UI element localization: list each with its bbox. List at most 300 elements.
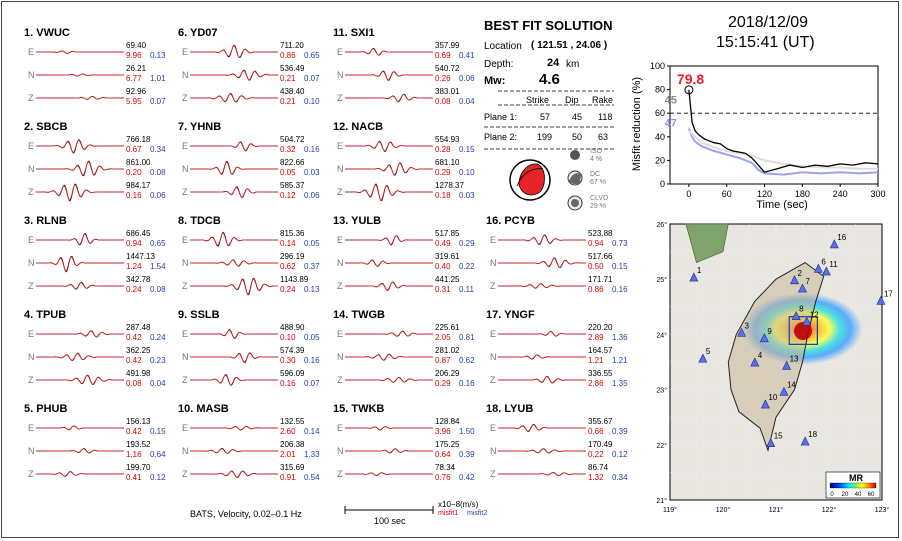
station-label: 11 [829, 260, 838, 270]
waveform-pair [190, 323, 278, 345]
peak-amplitude: 156.13 [126, 417, 151, 426]
misfit2-value: 0.34 [612, 473, 628, 482]
waveform-pair [190, 275, 278, 297]
observed-trace [190, 142, 278, 151]
station-panel [178, 27, 328, 122]
y-tick-label: 100 [649, 61, 665, 71]
peak-amplitude: 287.48 [126, 323, 151, 332]
component-label: Z [337, 281, 343, 291]
peak-amplitude: 281.02 [435, 346, 460, 355]
station-label: 2 [797, 268, 803, 278]
component-label: E [28, 235, 35, 245]
peak-amplitude: 585.37 [280, 181, 305, 190]
misfit1-value: 0.08 [126, 379, 142, 388]
misfit2-value: 0.03 [304, 168, 320, 177]
waveform-pair [190, 229, 278, 251]
misfit2-value: 0.62 [459, 356, 475, 365]
misfit1-value: 0.64 [435, 450, 451, 459]
synthetic-trace [498, 235, 586, 244]
misfit1-value: 2.60 [280, 427, 296, 436]
time-scale-label: 100 sec [374, 516, 406, 526]
misfit2-value: 0.05 [304, 333, 320, 342]
synthetic-trace [36, 96, 124, 99]
peak-amplitude: 170.49 [588, 440, 613, 449]
component-label: Z [28, 93, 34, 103]
station-name: 5. PHUB [24, 403, 68, 415]
misfit1-value: 0.16 [126, 191, 142, 200]
misfit2-value: 0.07 [150, 97, 166, 106]
station-panel [24, 309, 174, 404]
misfit1-value: 0.30 [280, 356, 296, 365]
misfit2-value: 0.05 [304, 239, 320, 248]
component-label: E [337, 141, 344, 151]
misfit2-value: 0.10 [304, 97, 320, 106]
waveform-pair [190, 64, 278, 86]
dc-value: 67 % [590, 179, 606, 186]
misfit2-value: 1.54 [150, 262, 166, 271]
misfit1-value: 3.96 [435, 427, 451, 436]
misfit1-value: 0.24 [280, 285, 296, 294]
misfit2-value: 0.07 [304, 74, 320, 83]
col-rake: Rake [592, 95, 614, 105]
peak-amplitude: 711.20 [280, 41, 304, 50]
peak-amplitude: 540.72 [435, 64, 460, 73]
waveform-pair [190, 41, 278, 63]
depth-value: 24 [547, 57, 560, 69]
component-label: N [182, 70, 189, 80]
station-label: 8 [799, 304, 804, 314]
colorbar-tick: 40 [854, 492, 862, 498]
synthetic-trace [345, 163, 433, 174]
component-label: N [337, 70, 344, 80]
waveform-pair [498, 275, 586, 297]
misfit1-value: 1.24 [126, 262, 142, 271]
synthetic-trace [345, 354, 433, 360]
peak-amplitude: 574.39 [280, 346, 305, 355]
waveform-pair [190, 181, 278, 203]
misfit2-value: 0.65 [150, 239, 166, 248]
event-time: 15:15:41 (UT) [716, 34, 815, 51]
misfit2-value: 0.22 [459, 262, 475, 271]
peak-amplitude: 441.25 [435, 275, 460, 284]
peak-amplitude: 342.78 [126, 275, 151, 284]
component-label: N [28, 70, 35, 80]
station-name: 2. SBCB [24, 121, 68, 133]
component-label: Z [337, 93, 343, 103]
misfit1-value: 0.94 [588, 239, 604, 248]
misfit2-value: 0.15 [612, 262, 628, 271]
misfit2-value: 0.10 [459, 168, 475, 177]
x-tick-label: 240 [832, 189, 848, 199]
peak-amplitude: 491.98 [126, 369, 151, 378]
misfit2-value: 0.73 [612, 239, 628, 248]
synthetic-trace [190, 426, 278, 429]
component-label: Z [182, 187, 188, 197]
observed-trace [190, 161, 278, 174]
station-name: 16. PCYB [486, 215, 535, 227]
plane2-dip: 50 [572, 132, 583, 142]
component-label: N [182, 446, 189, 456]
synthetic-trace [36, 472, 124, 476]
x-tick-label: 300 [870, 189, 886, 199]
synthetic-trace [345, 236, 433, 244]
component-label: Z [182, 375, 188, 385]
component-row [178, 87, 328, 113]
component-row [333, 181, 483, 207]
peak-amplitude: 128.84 [435, 417, 460, 426]
synthetic-trace [36, 283, 124, 289]
component-label: Z [28, 375, 34, 385]
station-name: 12. NACB [333, 121, 384, 133]
misfit1-value: 0.76 [435, 473, 451, 482]
peak-amplitude: 355.67 [588, 417, 613, 426]
chart-xlabel: Time (sec) [756, 199, 808, 211]
synthetic-trace [345, 142, 433, 151]
component-row [178, 181, 328, 207]
waveform-pair [190, 417, 278, 439]
misfit1-value: 9.96 [126, 51, 142, 60]
location-label: Location [484, 41, 522, 52]
component-row [24, 369, 174, 395]
footer-caption: BATS, Velocity, 0.02–0.1 Hz [190, 509, 302, 519]
misfit1-value: 0.69 [435, 51, 451, 60]
station-name: 6. YD07 [178, 27, 218, 39]
peak-amplitude: 517.66 [588, 252, 613, 261]
waveform-pair [36, 229, 124, 251]
station-panel [178, 403, 328, 498]
peak-amplitude: 220.20 [588, 323, 613, 332]
station-label: 18 [808, 430, 818, 440]
waveform-pair [190, 440, 278, 462]
waveform-pair [36, 158, 124, 180]
waveform-pair [345, 252, 433, 274]
event-date: 2018/12/09 [728, 14, 809, 31]
component-label: Z [182, 93, 188, 103]
depth-unit: km [566, 59, 580, 70]
waveform-pair [345, 135, 433, 157]
station-name: 4. TPUB [24, 309, 67, 321]
misfit1-value: 0.62 [280, 262, 296, 271]
component-label: E [28, 423, 35, 433]
chart-annotation: 45 [664, 94, 677, 107]
synthetic-trace [190, 330, 278, 338]
peak-amplitude: 822.66 [280, 158, 305, 167]
misfit1-value: 1.21 [588, 356, 604, 365]
waveform-pair [345, 229, 433, 251]
misfit1-value: 0.10 [280, 333, 296, 342]
misfit2-value: 1.01 [150, 74, 166, 83]
component-label: Z [337, 469, 343, 479]
component-label: E [182, 423, 189, 433]
misfit2-value: 0.11 [459, 285, 474, 294]
iso-label: ISO [590, 148, 603, 155]
lat-tick-label: 25° [656, 277, 667, 285]
misfit2-value: 0.12 [150, 473, 166, 482]
peak-amplitude: 815.36 [280, 229, 305, 238]
station-name: 17. YNGF [486, 309, 535, 321]
synthetic-trace [190, 71, 278, 80]
peak-amplitude: 1143.89 [280, 275, 309, 284]
synthetic-trace [36, 234, 124, 244]
peak-amplitude: 686.45 [126, 229, 151, 238]
component-label: N [490, 352, 497, 362]
component-label: N [337, 446, 344, 456]
station-panel [24, 403, 174, 498]
peak-amplitude: 193.52 [126, 440, 151, 449]
location-value: ( 121.51 , 24.06 ) [531, 40, 608, 51]
peak-amplitude: 296.19 [280, 252, 305, 261]
misfit1-value: 0.66 [588, 427, 604, 436]
misfit1-value: 5.95 [126, 97, 142, 106]
synthetic-trace [36, 331, 124, 337]
station-panel [333, 121, 483, 216]
misfit2-value: 0.04 [459, 97, 475, 106]
component-row [333, 369, 483, 395]
misfit1-value: 0.49 [435, 239, 451, 248]
peak-amplitude: 206.29 [435, 369, 460, 378]
synthetic-trace [345, 185, 433, 200]
component-label: Z [490, 375, 496, 385]
peak-amplitude: 488.90 [280, 323, 305, 332]
clvd-label: CLVD [590, 195, 609, 202]
peak-amplitude: 523.88 [588, 229, 613, 238]
peak-amplitude: 536.49 [280, 64, 305, 73]
component-label: Z [28, 469, 34, 479]
waveform-pair [345, 41, 433, 63]
chart-annotation: 47 [664, 117, 677, 130]
x-tick-label: 180 [794, 189, 810, 199]
synthetic-trace [36, 51, 124, 53]
peak-amplitude: 362.25 [126, 346, 151, 355]
misfit1-value: 0.86 [588, 285, 604, 294]
component-label: Z [337, 187, 343, 197]
station-panel [24, 27, 174, 122]
misfit1-value: 0.87 [435, 356, 451, 365]
synthetic-trace [190, 233, 278, 245]
component-label: N [182, 352, 189, 362]
time-scale-bar [343, 505, 435, 515]
synthetic-trace [498, 284, 586, 288]
component-label: E [182, 47, 189, 57]
peak-amplitude: 357.99 [435, 41, 460, 50]
misfit2-value: 0.16 [459, 379, 475, 388]
component-row [333, 463, 483, 489]
plane2-label: Plane 2: [484, 132, 518, 142]
misfit1-value: 0.29 [435, 379, 451, 388]
misfit2-value: 0.16 [304, 145, 320, 154]
misfit2-value: 0.06 [304, 191, 320, 200]
waveform-pair [36, 463, 124, 485]
misfit1-value: 2.89 [588, 333, 604, 342]
colorbar-tick: 0 [830, 492, 834, 498]
waveform-pair [345, 64, 433, 86]
waveform-pair [36, 440, 124, 462]
waveform-pair [345, 323, 433, 345]
misfit1-value: 0.41 [126, 473, 142, 482]
observed-trace [190, 45, 278, 57]
misfit2-value: 0.65 [304, 51, 320, 60]
component-row [178, 275, 328, 301]
station-panel [333, 27, 483, 122]
misfit2-value: 0.08 [150, 285, 166, 294]
plane1-rake: 118 [598, 112, 613, 122]
waveform-pair [498, 417, 586, 439]
peak-amplitude: 175.25 [435, 440, 460, 449]
plane2-rake: 63 [598, 132, 609, 142]
peak-amplitude: 517.85 [435, 229, 460, 238]
component-row [24, 275, 174, 301]
station-panel [333, 309, 483, 404]
misfit1-value: 0.16 [280, 379, 296, 388]
station-label: 6 [821, 257, 826, 267]
synthetic-trace [190, 46, 278, 57]
component-label: N [28, 352, 35, 362]
peak-amplitude: 861.00 [126, 158, 151, 167]
synthetic-trace [190, 188, 278, 198]
lon-tick-label: 120° [715, 507, 731, 514]
component-label: E [182, 329, 189, 339]
misfit1-value: 0.28 [435, 145, 451, 154]
component-label: E [182, 235, 189, 245]
peak-amplitude: 315.69 [280, 463, 305, 472]
station-label: 16 [837, 232, 847, 242]
lat-tick-label: 23° [656, 387, 667, 395]
misfit1-value: 0.22 [588, 450, 604, 459]
waveform-pair [345, 417, 433, 439]
component-label: N [337, 258, 344, 268]
waveform-pair [345, 87, 433, 109]
synthetic-trace [498, 258, 586, 267]
station-name: 11. SXI1 [333, 27, 375, 39]
misfit2-value: 0.24 [150, 333, 166, 342]
station-label: 14 [786, 380, 796, 390]
y-tick-label: 80 [654, 84, 665, 95]
component-label: Z [28, 187, 34, 197]
waveform-pair [345, 463, 433, 485]
chart-ylabel: Misfit reduction (%) [631, 76, 643, 172]
peak-amplitude: 92.96 [126, 87, 147, 96]
waveform-pair [190, 135, 278, 157]
colorbar-gradient [830, 483, 876, 488]
misfit1-value: 0.24 [126, 285, 142, 294]
synthetic-trace [345, 331, 433, 336]
synthetic-trace [498, 449, 586, 453]
synthetic-trace [190, 375, 278, 385]
waveform-pair [190, 252, 278, 274]
waveform-pair [190, 346, 278, 368]
component-label: N [182, 164, 189, 174]
synthetic-trace [345, 49, 433, 55]
station-panel [178, 215, 328, 310]
synthetic-trace [190, 353, 278, 362]
colorbar-tick: 60 [867, 492, 875, 498]
waveform-pair [190, 369, 278, 391]
misfit1-value: 0.42 [126, 333, 142, 342]
synthetic-trace [190, 94, 278, 102]
misfit1-value: 0.21 [280, 97, 296, 106]
misfit1-value: 0.32 [280, 145, 296, 154]
synthetic-trace [190, 260, 278, 266]
waveform-pair [36, 181, 124, 203]
synthetic-trace [498, 377, 586, 383]
misfit2-value: 0.42 [459, 473, 475, 482]
station-panel [178, 309, 328, 404]
synthetic-trace [190, 471, 278, 477]
misfit1-value: 1.32 [588, 473, 604, 482]
peak-amplitude: 319.61 [435, 252, 460, 261]
synthetic-trace [36, 185, 124, 200]
lon-tick-label: 121° [768, 507, 784, 514]
misfit1-value: 0.50 [588, 262, 604, 271]
component-label: N [182, 258, 189, 268]
component-label: N [337, 164, 344, 174]
peak-amplitude: 766.18 [126, 135, 151, 144]
waveform-pair [36, 135, 124, 157]
component-label: Z [337, 375, 343, 385]
component-label: N [490, 258, 497, 268]
misfit1-value: 0.42 [126, 356, 142, 365]
waveform-pair [36, 346, 124, 368]
misfit2-value: 1.36 [612, 333, 628, 342]
component-label: N [490, 446, 497, 456]
waveform-pair [36, 252, 124, 274]
y-tick-label: 40 [654, 131, 665, 142]
component-label: E [337, 423, 344, 433]
synthetic-trace [190, 142, 278, 150]
misfit2-value: 0.13 [150, 51, 166, 60]
station-map [646, 218, 898, 520]
misfit-reduction-chart [626, 58, 896, 216]
synthetic-trace [36, 162, 124, 175]
waveform-pair [498, 252, 586, 274]
station-name: 13. YULB [333, 215, 382, 227]
component-label: Z [490, 469, 496, 479]
waveform-pair [498, 346, 586, 368]
waveform-pair [36, 41, 124, 63]
component-label: Z [28, 281, 34, 291]
waveform-pair [190, 87, 278, 109]
component-label: E [490, 329, 497, 339]
misfit2-value: 0.13 [304, 285, 320, 294]
misfit2-value: 0.34 [150, 145, 166, 154]
peak-amplitude: 132.55 [280, 417, 305, 426]
component-row [486, 275, 636, 301]
colorbar-title: MR [849, 473, 863, 483]
synthetic-trace [190, 279, 278, 294]
peak-amplitude: 504.72 [280, 135, 305, 144]
lon-tick-label: 119° [663, 507, 677, 514]
station-label: 12 [809, 310, 819, 320]
waveform-pair [36, 64, 124, 86]
misfit2-value: 0.39 [612, 427, 628, 436]
component-row [24, 87, 174, 113]
observed-trace [190, 232, 278, 246]
plane1-strike: 57 [540, 112, 551, 122]
synthetic-trace [345, 427, 433, 430]
component-row [333, 87, 483, 113]
station-label: 10 [768, 393, 778, 403]
dc-label: DC [590, 171, 601, 178]
misfit1-value: 1.16 [126, 450, 142, 459]
iso-value: 4 % [590, 156, 603, 163]
synthetic-trace [345, 378, 433, 383]
station-label: 9 [767, 326, 772, 336]
peak-amplitude: 225.61 [435, 323, 460, 332]
station-label: 7 [805, 277, 810, 287]
station-panel [486, 403, 636, 498]
component-label: E [337, 329, 344, 339]
station-label: 17 [883, 289, 893, 299]
